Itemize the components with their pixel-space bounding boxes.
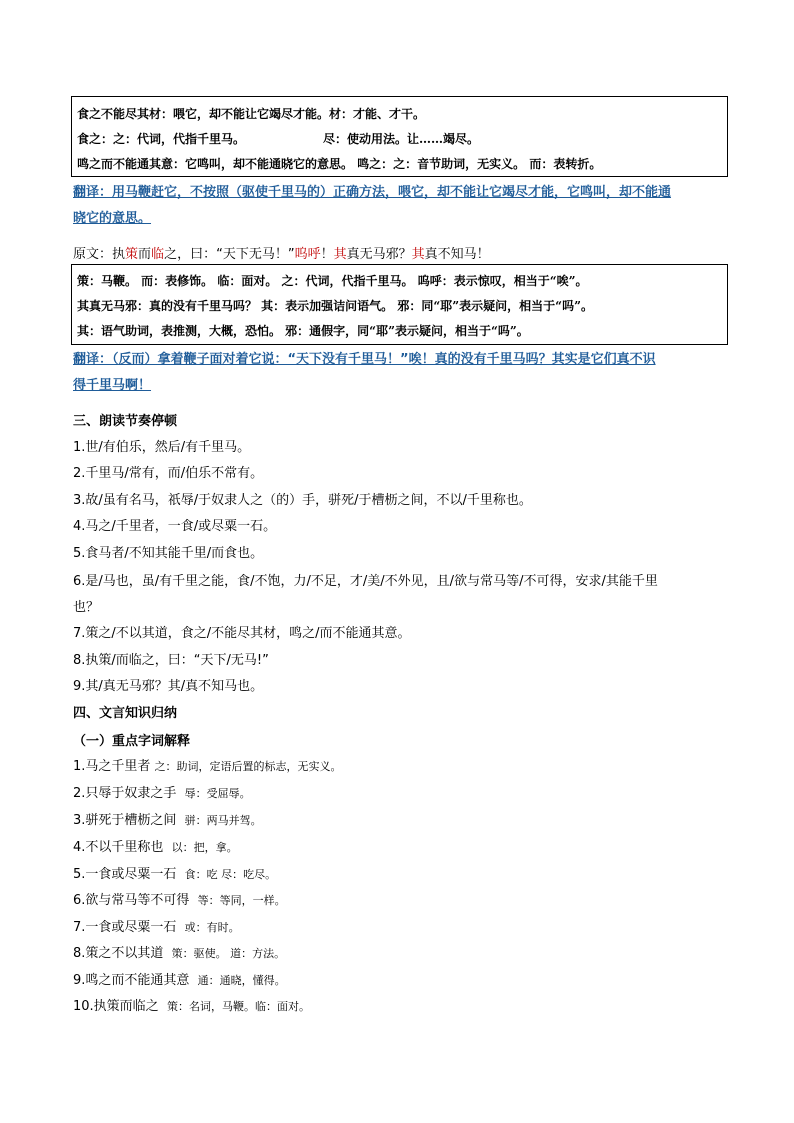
rhythm-item: 1.世/有伯乐，然后/有千里马。 (73, 440, 251, 455)
vocab-item: 4.不以千里称也 以：把，拿。 (73, 840, 238, 855)
notes-box-2 (71, 264, 728, 345)
notes-box-1 (71, 96, 728, 177)
note-segment: 食之：之：代词，代指千里马。 (77, 132, 246, 146)
rhythm-item: 8.执策/而临之，曰：“天下/无马!” (73, 653, 269, 668)
note-line: 食之不能尽其材：喂它，却不能让它竭尽才能。材：才能、才干。 (77, 107, 426, 121)
vocab-item: 3.骈死于槽枥之间 骈：两马并驾。 (73, 813, 262, 828)
section-heading-knowledge: 四、文言知识归纳 (73, 706, 178, 721)
note-line (77, 131, 479, 147)
translation-line: 翻译：（反而）拿着鞭子面对着它说：“天下没有千里马！”唉！真的没有千里马吗？其实是它们真不识 (73, 352, 656, 367)
note-line: 策：马鞭。 而：表修饰。 临：面对。 之：代词，代指千里马。 呜呼：表示惊叹，相当于“唉”。 (77, 274, 588, 288)
vocab-item: 8.策之不以其道 策：驱使。 道：方法。 (73, 946, 286, 961)
rhythm-item: 3.故/虽有名马，祇辱/于奴隶人之（的）手，骈死/于槽枥之间，不以/千里称也。 (73, 493, 532, 508)
vocab-item: 5.一食或尽粟一石 食：吃 尽：吃尽。 (73, 867, 277, 882)
rhythm-item: 也？ (73, 600, 100, 615)
rhythm-item: 2.千里马/常有，而/伯乐不常有。 (73, 466, 264, 481)
vocab-item: 7.一食或尽粟一石 或：有时。 (73, 920, 240, 935)
note-segment: 尽：使动用法。让……竭尽。 (323, 132, 480, 146)
subsection-heading: （一）重点字词解释 (73, 734, 191, 749)
vocab-item: 2.只辱于奴隶之手 辱：受屈辱。 (73, 786, 251, 801)
vocab-item: 6.欲与常马等不可得 等：等同，一样。 (73, 893, 286, 908)
translation-1 (73, 180, 728, 232)
rhythm-item: 6.是/马也，虽/有千里之能，食/不饱，力/不足，才/美/不外见，且/欲与常马等/不可得，安求/其能千里 (73, 574, 658, 589)
section-heading-rhythm: 三、朗读节奏停顿 (73, 414, 178, 429)
rhythm-item: 4.马之/千里者，一食/或尽粟一石。 (73, 519, 277, 534)
vocab-item: 9.鸣之而不能通其意 通：通晓，懂得。 (73, 973, 286, 988)
vocab-item: 10.执策而临之 策：名词，马鞭。临：面对。 (73, 999, 310, 1014)
translation-line: 得千里马啊！ (73, 378, 152, 393)
rhythm-item: 5.食马者/不知其能千里/而食也。 (73, 546, 264, 561)
translation-line: 翻译：用马鞭赶它，不按照（驱使千里马的）正确方法，喂它，却不能让它竭尽才能，它鸣叫，却不能通 (73, 185, 672, 200)
note-line: 鸣之而不能通其意：它鸣叫，却不能通晓它的意思。 鸣之：之：音节助词，无实义。 而：表转折。 (77, 157, 602, 171)
original-text: 原文：执策而临之，曰：“天下无马！”呜呼！其真无马邪？其真不知马！ (73, 247, 490, 262)
translation-2 (73, 347, 728, 399)
translation-line: 晓它的意思。 (73, 211, 152, 226)
rhythm-item: 7.策之/不以其道，食之/不能尽其材，鸣之/而不能通其意。 (73, 626, 411, 641)
vocab-item: 1.马之千里者 之：助词，定语后置的标志，无实义。 (73, 759, 342, 774)
rhythm-item: 9.其/真无马邪？其/真不知马也。 (73, 679, 264, 694)
note-line: 其：语气助词，表推测，大概，恐怕。 邪：通假字，同“耶”表示疑问，相当于“吗”。 (77, 324, 529, 338)
note-line: 其真无马邪：真的没有千里马吗？ 其：表示加强诘问语气。 邪：同“耶”表示疑问，相当于“吗”。 (77, 299, 593, 313)
